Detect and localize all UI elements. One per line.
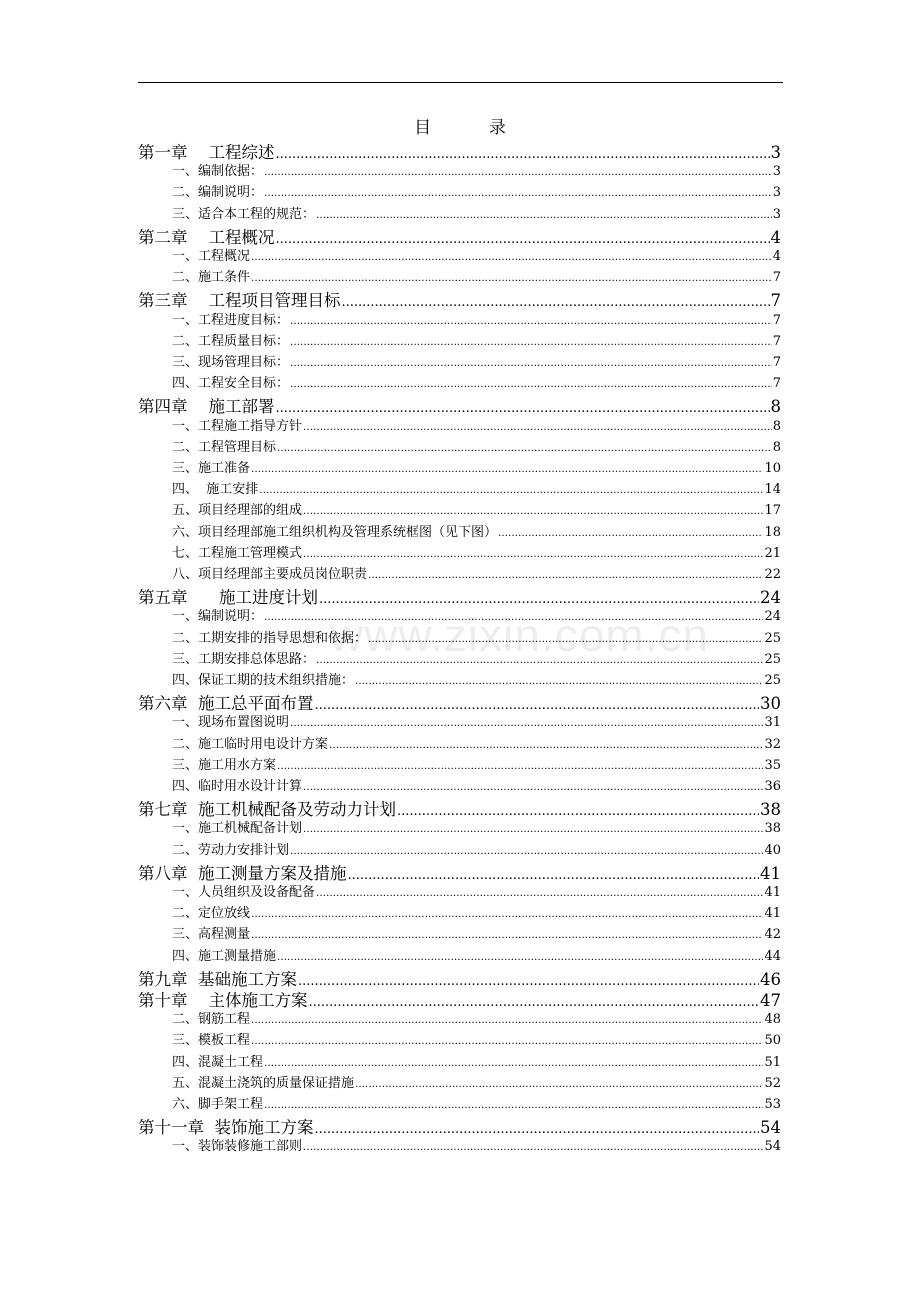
toc-entry-label: 工程综述 [208,143,275,162]
toc-dot-leader [319,588,759,607]
toc-entry-label: 临时用水设计计算 [198,779,303,794]
toc-entry-label: 编制说明： [198,185,264,201]
toc-entry-label: 施工总平面布置 [198,694,314,714]
toc-entry-label: 现场管理目标： [198,355,290,370]
toc-entry-number: 一、 [172,249,199,264]
toc-page-number: 25 [764,651,781,667]
toc-page-number: 3 [772,206,781,222]
toc-page-number: 44 [764,948,781,964]
toc-dot-leader [290,313,772,328]
toc-page-number: 8 [770,397,781,417]
toc-chapter-entry[interactable] [138,393,781,415]
header-rule [138,82,783,83]
toc-dot-leader [498,525,763,540]
toc-entry-label: 混凝土工程 [198,1054,264,1070]
toc-entry-number: 一、 [172,885,199,900]
toc-page-number: 38 [760,800,781,820]
toc-page-number: 50 [764,1033,781,1049]
toc-dot-leader [315,1118,760,1137]
toc-entry-label: 模板工程 [198,1033,251,1049]
toc-entry-number: 五、 [172,1075,199,1091]
toc-section-entry[interactable] [172,521,781,541]
toc-entry-number: 二、 [172,842,199,858]
toc-dot-leader [264,185,772,200]
toc-entry-number: 一、 [172,821,199,837]
toc-entry-label: 施工进度计划 [218,588,318,608]
toc-entry-number: 二、 [172,906,199,922]
toc-page-number: 32 [764,736,781,752]
toc-section-entry[interactable] [172,160,781,180]
toc-chapter-entry[interactable] [138,796,781,818]
toc-page-number: 52 [764,1075,781,1091]
toc-dot-leader [303,546,763,561]
toc-dot-leader [290,715,763,730]
toc-entry-label: 项目经理部的组成 [198,503,303,519]
toc-section-entry[interactable] [172,923,781,943]
toc-section-entry[interactable] [172,351,781,371]
toc-entry-label: 施工条件 [198,270,251,286]
toc-entry-number: 一、 [172,715,199,731]
toc-entry-label: 施工测量方案及措施 [198,863,347,883]
toc-page-number: 25 [764,673,781,688]
toc-section-entry[interactable] [172,266,781,286]
toc-section-entry[interactable] [172,945,781,965]
toc-page-number: 8 [772,439,781,455]
toc-dot-leader [303,821,763,836]
toc-entry-number: 四、 [172,482,199,498]
toc-dot-leader [316,207,772,222]
toc-page-number: 42 [764,927,781,943]
toc-entry-spacer [188,991,209,1010]
toc-section-entry[interactable] [172,775,781,795]
toc-entry-spacer [188,588,219,607]
toc-section-entry[interactable] [172,1029,781,1049]
toc-entry-number: 二、 [172,1012,199,1028]
toc-chapter-entry[interactable] [138,287,781,309]
toc-entry-number: 八、 [172,567,199,582]
toc-entry-label: 施工用水方案 [198,757,277,773]
toc-chapter-entry[interactable] [138,860,781,882]
toc-entry-label: 装饰装修施工部则 [198,1139,303,1155]
toc-entry-number: 三、 [172,1033,199,1049]
toc-section-entry[interactable] [172,1093,781,1113]
toc-entry-label: 工程管理目标 [198,439,277,455]
toc-page-number: 3 [772,164,781,180]
toc-entry-number: 二、 [172,439,199,455]
toc-title: 目 录 [414,118,527,138]
toc-entry-number: 第二章 [138,227,188,247]
toc-dot-leader [290,355,772,370]
toc-page-number: 18 [764,524,781,540]
toc-page-number: 17 [764,503,781,519]
toc-entry-label: 脚手架工程 [198,1097,264,1112]
toc-dot-leader [264,1055,763,1070]
toc-chapter-entry[interactable] [138,690,781,712]
toc-entry-label: 施工部署 [208,397,275,417]
toc-chapter-entry[interactable] [138,1114,781,1136]
toc-dot-leader [303,503,763,518]
toc-entry-number: 三、 [172,927,199,943]
toc-dot-leader [277,440,772,455]
toc-entry-number: 一、 [172,164,199,180]
toc-dot-leader [348,864,760,883]
toc-entry-number: 第十章 [138,991,188,1010]
toc-entry-label: 工程进度目标： [198,312,290,328]
toc-dot-leader [341,291,769,310]
toc-entry-label: 适合本工程的规范： [198,206,316,222]
toc-entry-label: 工程概况 [208,227,275,247]
toc-dot-leader [275,397,769,416]
toc-entry-label: 项目经理部施工组织机构及管理系统框图（见下图） [198,524,498,540]
toc-page-number: 31 [764,715,781,731]
toc-section-entry[interactable] [172,203,781,223]
toc-entry-number: 三、 [172,206,199,222]
toc-page-number: 38 [764,821,781,837]
toc-entry-label: 施工临时用电设计方案 [198,736,329,752]
toc-chapter-entry[interactable] [138,224,781,246]
toc-section-entry[interactable] [172,881,781,901]
toc-dot-leader [264,164,772,179]
toc-dot-leader [251,1012,763,1027]
toc-dot-leader [329,737,763,752]
toc-page-number: 4 [772,249,781,264]
toc-section-entry[interactable] [172,245,781,265]
toc-page-number: 24 [764,609,781,625]
toc-entry-label: 施工机械配备及劳动力计划 [198,800,396,820]
toc-section-entry[interactable] [172,605,781,625]
toc-dot-leader [259,482,763,497]
toc-entry-number: 三、 [172,651,199,667]
toc-dot-leader [251,1033,763,1048]
toc-entry-label: 混凝土浇筑的质量保证措施 [198,1075,355,1091]
toc-section-entry[interactable] [172,457,781,477]
toc-entry-number: 第九章 [138,969,188,989]
toc-page-number: 7 [772,312,781,328]
toc-dot-leader [368,567,763,582]
toc-page-number: 7 [772,355,781,370]
toc-dot-leader [316,652,763,667]
toc-entry-label: 定位放线 [198,906,251,922]
toc-entry-label: 项目经理部主要成员岗位职责 [198,567,368,582]
toc-dot-leader [264,609,763,624]
toc-entry-label: 编制依据： [198,164,264,180]
toc-entry-number: 四、 [172,376,199,392]
toc-entry-number: 四、 [172,1054,199,1070]
toc-entry-label: 现场布置图说明 [198,715,290,731]
toc-dot-leader [303,419,772,434]
toc-entry-label: 劳动力安排计划 [198,842,290,858]
toc-entry-label: 工程施工指导方针 [198,418,303,434]
toc-page-number: 54 [760,1118,781,1138]
toc-dot-leader [251,461,763,476]
toc-page-number: 36 [764,779,781,794]
toc-entry-label: 钢筋工程 [198,1012,251,1028]
toc-page-number: 10 [764,461,781,476]
toc-entry-label: 工期安排的指导思想和依据： [198,630,368,646]
toc-section-entry[interactable] [172,181,781,201]
toc-entry-label: 装饰施工方案 [214,1118,314,1138]
toc-entry-label: 主体施工方案 [208,991,308,1010]
toc-dot-leader [316,885,763,900]
toc-dot-leader [315,694,760,713]
toc-dot-leader [290,334,772,349]
toc-chapter-entry[interactable] [138,987,781,1009]
toc-entry-number: 一、 [172,609,199,625]
toc-dot-leader [275,228,769,247]
toc-dot-leader [397,800,759,819]
toc-entry-number: 二、 [172,333,199,349]
toc-page-number: 35 [764,757,781,773]
toc-section-entry[interactable] [172,1008,781,1028]
toc-dot-leader [275,143,769,162]
toc-entry-number: 三、 [172,355,199,370]
toc-chapter-entry[interactable] [138,584,781,606]
toc-entry-number: 六、 [172,524,199,540]
toc-entry-spacer [188,291,209,310]
toc-entry-number: 一、 [172,312,199,328]
toc-entry-number: 第八章 [138,863,188,883]
toc-dot-leader [277,949,763,964]
toc-entry-label: 人员组织及设备配备 [198,885,316,900]
toc-section-entry[interactable] [172,839,781,859]
toc-section-entry[interactable] [172,711,781,731]
watermark: www.zixin.com.cn [330,609,709,661]
toc-entry-number: 四、 [172,948,199,964]
toc-entry-label: 工程施工管理模式 [198,545,303,561]
toc-entry-label: 工程概况 [198,249,251,264]
toc-page-number: 21 [764,545,781,561]
toc-section-entry[interactable] [172,733,781,753]
toc-entry-number: 第五章 [138,588,188,608]
toc-section-entry[interactable] [172,754,781,774]
toc-entry-spacer [198,482,206,497]
toc-entry-number: 四、 [172,779,199,794]
toc-page-number: 41 [764,906,781,922]
toc-section-entry[interactable] [172,817,781,837]
toc-entry-label: 施工机械配备计划 [198,821,303,837]
toc-section-entry[interactable] [172,648,781,668]
toc-chapter-entry[interactable] [138,139,781,161]
toc-page-number: 47 [760,991,781,1010]
toc-section-entry[interactable] [172,478,781,498]
toc-entry-number: 二、 [172,270,199,286]
toc-section-entry[interactable] [172,372,781,392]
toc-dot-leader [355,1076,763,1091]
toc-entry-number: 一、 [172,418,199,434]
toc-entry-label: 施工测量措施 [198,948,277,964]
toc-entry-number: 三、 [172,461,199,476]
toc-dot-leader [298,970,759,989]
toc-page-number: 7 [772,376,781,392]
toc-page-number: 24 [760,588,781,608]
toc-entry-number: 四、 [172,673,199,688]
toc-entry-spacer [188,800,199,819]
toc-dot-leader [308,991,759,1010]
toc-entry-label: 工程质量目标： [198,333,290,349]
toc-section-entry[interactable] [172,499,781,519]
toc-entry-spacer [188,970,199,989]
toc-section-entry[interactable] [172,669,781,689]
toc-entry-number: 六、 [172,1097,199,1112]
toc-page-number: 46 [760,969,781,989]
toc-dot-leader [368,631,763,646]
toc-page-number: 53 [764,1097,781,1112]
toc-chapter-entry[interactable] [138,966,781,988]
toc-section-entry[interactable] [172,902,781,922]
toc-section-entry[interactable] [172,330,781,350]
toc-page-number: 7 [772,270,781,286]
toc-page-number: 41 [764,885,781,900]
toc-section-entry[interactable] [172,1135,781,1155]
toc-page-number: 8 [772,418,781,434]
toc-entry-label: 基础施工方案 [198,969,297,989]
toc-entry-number: 第三章 [138,291,188,311]
toc-entry-number: 第十一章 [138,1118,204,1138]
toc-entry-number: 二、 [172,630,199,646]
toc-dot-leader [251,927,763,942]
toc-section-entry[interactable] [172,1072,781,1092]
toc-page-number: 40 [764,842,781,858]
toc-entry-number: 二、 [172,736,199,752]
toc-page-number: 3 [770,143,781,162]
toc-section-entry[interactable] [172,542,781,562]
toc-page-number: 54 [764,1139,781,1155]
toc-entry-spacer [188,397,209,416]
toc-entry-label: 工程项目管理目标 [208,291,341,311]
toc-entry-label: 高程测量 [198,927,251,943]
toc-page-number: 25 [764,630,781,646]
toc-page-number: 14 [764,482,781,498]
toc-entry-number: 一、 [172,1139,199,1155]
toc-dot-leader [251,270,772,285]
toc-page-number: 51 [764,1054,781,1070]
toc-dot-leader [264,1097,763,1112]
toc-entry-label: 施工准备 [198,461,251,476]
toc-entry-label: 编制说明： [198,609,264,625]
toc-section-entry[interactable] [172,415,781,435]
toc-entry-number: 第六章 [138,694,188,714]
toc-entry-label: 工期安排总体思路： [198,651,316,667]
toc-entry-spacer [188,228,209,247]
toc-entry-number: 第一章 [138,143,188,162]
toc-entry-spacer [188,143,209,162]
toc-page-number: 41 [760,863,781,883]
toc-dot-leader [251,249,772,264]
toc-entry-label: 工程安全目标： [198,376,290,392]
toc-page-number: 7 [770,291,781,311]
toc-entry-number: 二、 [172,185,199,201]
toc-page-number: 7 [772,333,781,349]
toc-page-number: 30 [760,694,781,714]
toc-page-number: 22 [764,567,781,582]
toc-page-number: 3 [772,185,781,201]
toc-entry-label: 施工安排 [206,482,259,498]
toc-dot-leader [290,376,772,391]
toc-dot-leader [303,779,763,794]
toc-dot-leader [277,758,763,773]
toc-entry-spacer [204,1118,215,1137]
toc-section-entry[interactable] [172,436,781,456]
toc-dot-leader [251,906,763,921]
toc-entry-number: 三、 [172,757,199,773]
toc-dot-leader [355,673,763,688]
toc-entry-spacer [188,694,199,713]
toc-page-number: 4 [770,227,781,247]
toc-section-entry[interactable] [172,563,781,583]
toc-entry-number: 五、 [172,503,199,519]
toc-dot-leader [303,1139,763,1154]
toc-section-entry[interactable] [172,627,781,647]
toc-entry-number: 第七章 [138,800,188,820]
toc-entry-number: 第四章 [138,397,188,417]
toc-page-number: 48 [764,1012,781,1028]
toc-section-entry[interactable] [172,1051,781,1071]
toc-section-entry[interactable] [172,309,781,329]
toc-dot-leader [290,843,763,858]
toc-entry-spacer [188,864,199,883]
toc-entry-label: 保证工期的技术组织措施： [198,673,355,688]
toc-entry-number: 七、 [172,545,199,561]
